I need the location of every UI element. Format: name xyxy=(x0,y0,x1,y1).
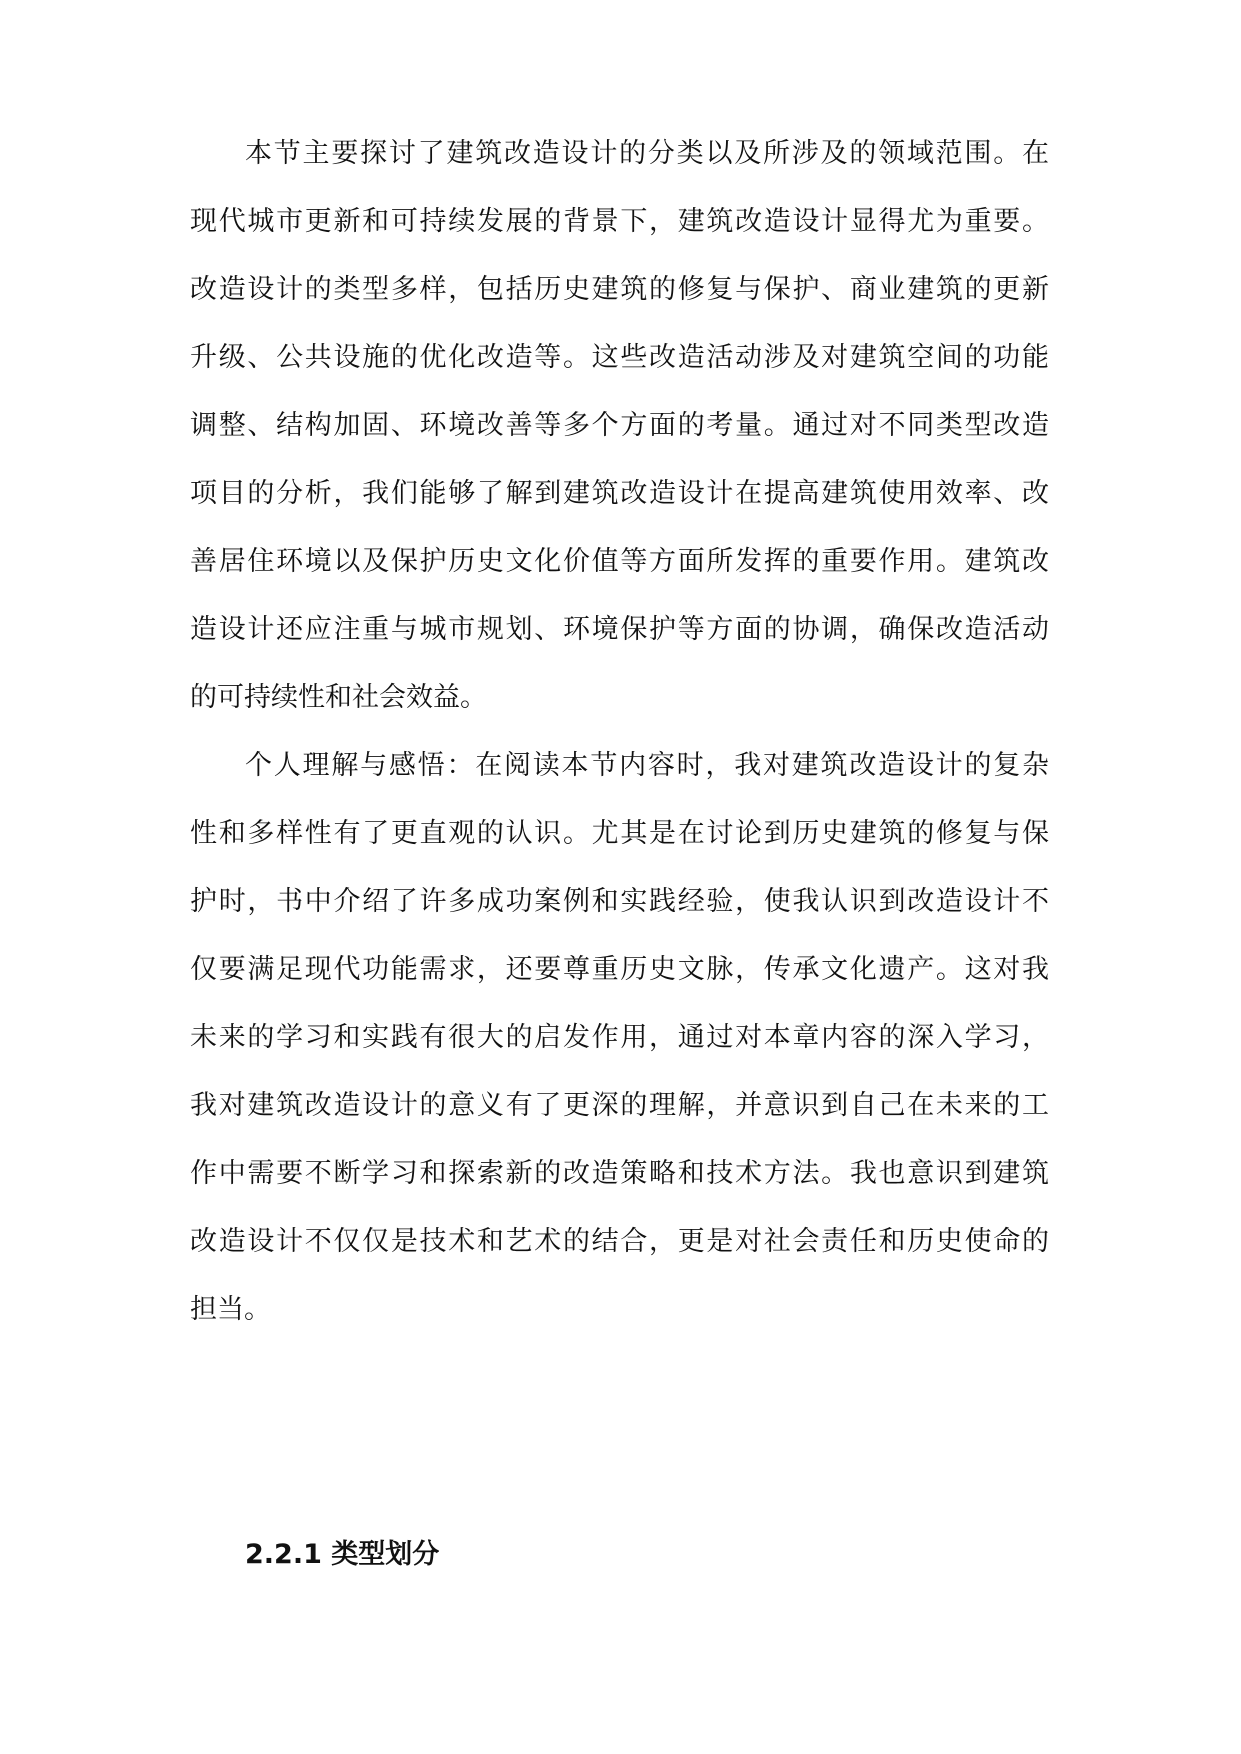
paragraph-line: 改造设计的类型多样，包括历史建筑的修复与保护、商业建筑的更新 xyxy=(190,274,1049,305)
paragraph-line: 调整、结构加固、环境改善等多个方面的考量。通过对不同类型改造 xyxy=(190,410,1049,441)
paragraph-line: 的可持续性和社会效益。 xyxy=(190,682,487,713)
paragraph-line: 现代城市更新和可持续发展的背景下，建筑改造设计显得尤为重要。 xyxy=(190,206,1049,237)
paragraph-line: 项目的分析，我们能够了解到建筑改造设计在提高建筑使用效率、改 xyxy=(190,478,1049,509)
paragraph-line: 性和多样性有了更直观的认识。尤其是在讨论到历史建筑的修复与保 xyxy=(190,818,1049,849)
paragraph-line: 升级、公共设施的优化改造等。这些改造活动涉及对建筑空间的功能 xyxy=(190,342,1049,373)
paragraph-line: 造设计还应注重与城市规划、环境保护等方面的协调，确保改造活动 xyxy=(190,614,1049,645)
section-heading: 2.2.1 类型划分 xyxy=(245,1539,440,1570)
paragraph-line: 担当。 xyxy=(190,1294,271,1325)
paragraph-line: 改造设计不仅仅是技术和艺术的结合，更是对社会责任和历史使命的 xyxy=(190,1226,1049,1257)
paragraph-line: 我对建筑改造设计的意义有了更深的理解，并意识到自己在未来的工 xyxy=(190,1090,1049,1121)
paragraph-line: 仅要满足现代功能需求，还要尊重历史文脉，传承文化遗产。这对我 xyxy=(190,954,1049,985)
paragraph-line: 未来的学习和实践有很大的启发作用，通过对本章内容的深入学习， xyxy=(190,1022,1049,1053)
paragraph-line: 善居住环境以及保护历史文化价值等方面所发挥的重要作用。建筑改 xyxy=(190,546,1049,577)
paragraph-line: 护时，书中介绍了许多成功案例和实践经验，使我认识到改造设计不 xyxy=(190,886,1049,917)
paragraph-line: 个人理解与感悟：在阅读本节内容时，我对建筑改造设计的复杂 xyxy=(245,750,1049,781)
paragraph-line: 本节主要探讨了建筑改造设计的分类以及所涉及的领域范围。在 xyxy=(245,138,1049,169)
paragraph-line: 作中需要不断学习和探索新的改造策略和技术方法。我也意识到建筑 xyxy=(190,1158,1049,1189)
